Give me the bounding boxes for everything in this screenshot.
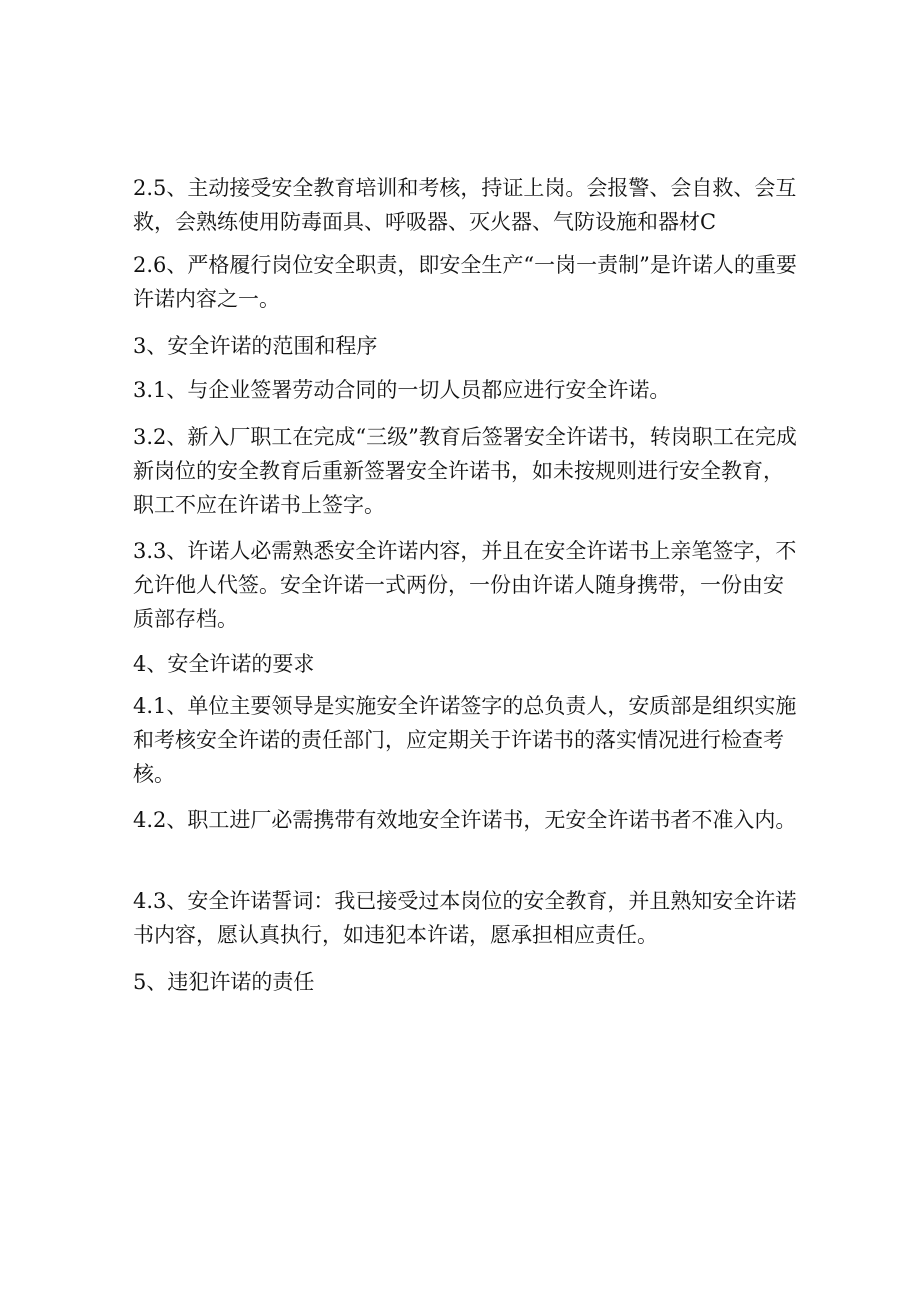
paragraph-4-1: 4.1、单位主要领导是实施安全许诺签字的总负责人，安质部是组织实施和考核安全许诺的责任部门，应定期关于许诺书的落实情况进行检查考核。	[133, 694, 797, 786]
paragraph-4-2: 4.2、职工进厂必需携带有效地安全许诺书，无安全许诺书者不准入内。	[133, 808, 797, 832]
paragraph-4-3: 4.3、安全许诺誓词：我已接受过本岗位的安全教育，并且熟知安全许诺书内容，愿认真执行，如违犯本许诺，愿承担相应责任。	[133, 889, 797, 947]
paragraph-2-6: 2.6、严格履行岗位安全职责，即安全生产“一岗一责制”是许诺人的重要许诺内容之一。	[133, 253, 797, 311]
paragraph-3-3: 3.3、许诺人必需熟悉安全许诺内容，并且在安全许诺书上亲笔签字，不允许他人代签。安全许诺一式两份，一份由许诺人随身携带，一份由安质部存档。	[133, 539, 797, 631]
paragraph-3-1: 3.1、与企业签署劳动合同的一切人员都应进行安全许诺。	[133, 378, 671, 402]
paragraph-2-5: 2.5、主动接受安全教育培训和考核，持证上岗。会报警、会自救、会互救，会熟练使用防毒面具、呼吸器、灭火器、气防设施和器材C	[133, 176, 797, 234]
paragraph-3-2: 3.2、新入厂职工在完成“三级”教育后签署安全许诺书，转岗职工在完成新岗位的安全教育后重新签署安全许诺书，如未按规则进行安全教育，职工不应在许诺书上签字。	[133, 425, 797, 517]
section-heading-3: 3、安全许诺的范围和程序	[133, 334, 378, 358]
section-heading-5: 5、违犯许诺的责任	[133, 970, 315, 994]
section-heading-4: 4、安全许诺的要求	[133, 652, 315, 676]
